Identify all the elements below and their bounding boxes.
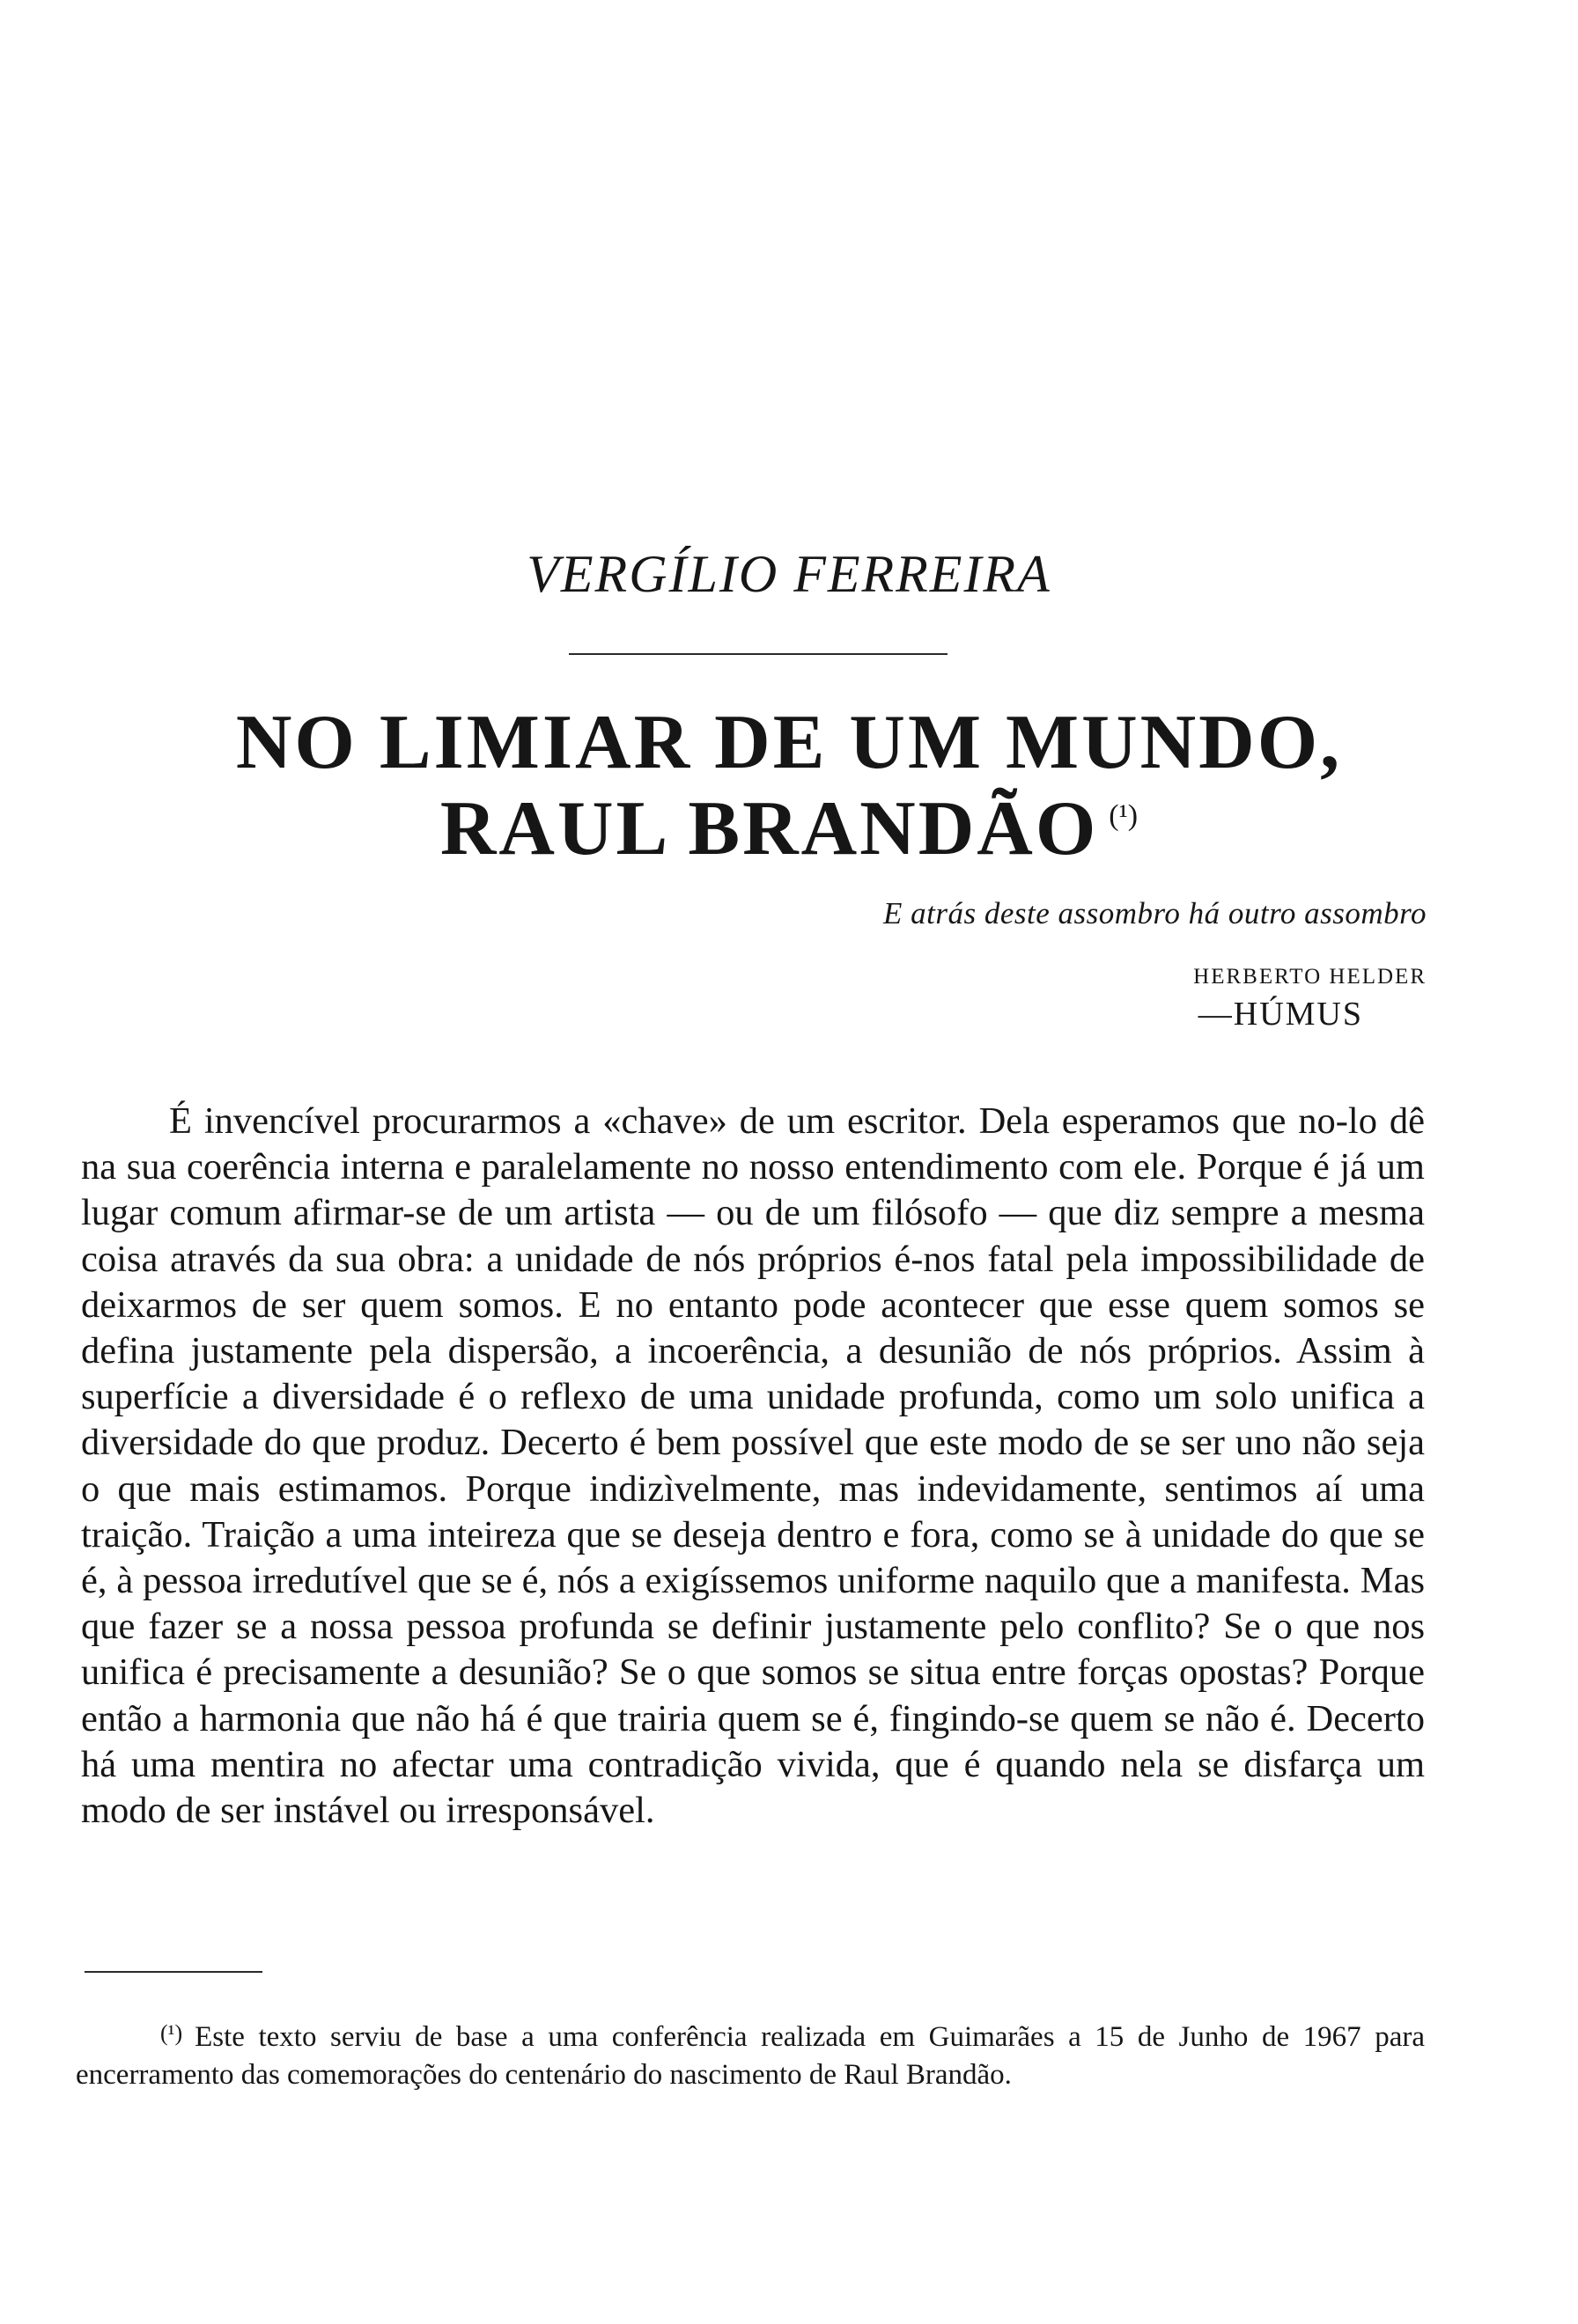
epigraph-quote: E atrás deste assombro há outro assombro	[883, 896, 1427, 930]
title-line-2	[0, 786, 1578, 872]
title-divider	[569, 653, 948, 655]
footnote-divider	[85, 1971, 262, 1973]
body-paragraph: É invencível procurarmos a «chave» de um escritor. Dela esperamos que no-lo dê na sua coerência interna e paralelamente no nosso entendimento com ele. Porque é já um lugar comum afirmar-se de um artista — ou de um filósofo — que diz sempre a mesma coisa através da sua obra: a unidade de nós próprios é-nos fatal pela impossibilidade de deixarmos de ser quem somos. E no entanto pode acontecer que esse quem somos se defina justamente pela dispersão, a incoerência, a desunião de nós próprios. Assim à superfície a diversidade é o reflexo de uma unidade profunda, como um solo unifica a diversidade do que produz. Decerto é bem possível que este modo de se ser uno não seja o que mais estimamos. Porque indizìvelmente, mas indevidamente, sentimos aí uma traição. Traição a uma inteireza que se deseja dentro e fora, como se à unidade do que se é, à pessoa irredutível que se é, nós a exigíssemos uniforme naquilo que a manifesta. Mas que fazer se a nossa pessoa profunda se definir justamente pelo conflito? Se o que nos unifica é precisamente a desunião? Se o que somos se situa entre forças opostas? Porque então a harmonia que não há é que trairia quem se é, fingindo-se quem se não é. Decerto há uma mentira no afectar uma contradição vivida, que é quando nela se disfarça um modo de ser instável ou irresponsável.	[81, 1100, 1425, 1832]
title-footnote-marker[interactable]: (¹)	[1109, 799, 1139, 832]
epigraph-author: HERBERTO HELDER	[1193, 965, 1427, 989]
footnote-marker: (¹)	[160, 2020, 183, 2046]
footnote	[76, 2014, 1425, 2094]
author-name: VERGÍLIO FERREIRA	[527, 545, 1051, 603]
footnote-text: Este texto serviu de base a uma conferência realizada em Guimarães a 15 de Junho de 1967 para encerramento das comemorações do centenário do nascimento de Raul Brandão.	[76, 2021, 1425, 2091]
epigraph-work: —HÚMUS	[1198, 996, 1363, 1033]
title-line-2-text: RAUL BRANDÃO	[439, 786, 1099, 872]
title-line-1: NO LIMIAR DE UM MUNDO,	[235, 700, 1343, 785]
